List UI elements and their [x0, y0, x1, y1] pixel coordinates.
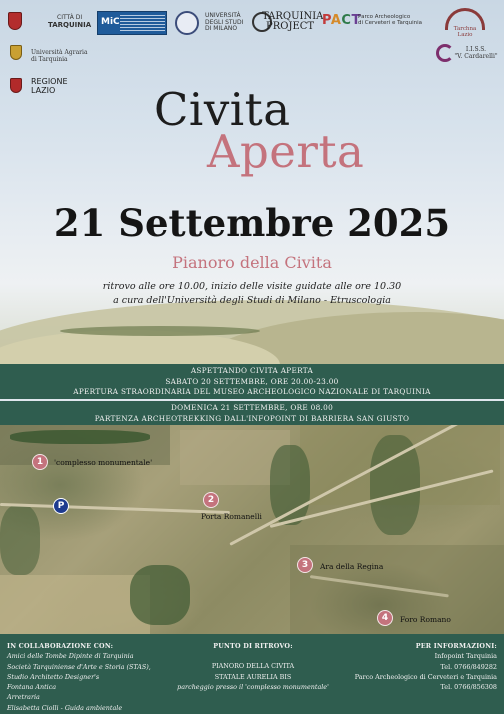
- footer-item: Amici delle Tombe Dipinte di Tarquinia: [7, 652, 134, 661]
- footer-item: STATALE AURELIA BIS: [214, 672, 292, 681]
- footer-collaborations: [7, 641, 151, 713]
- mic-logo: [97, 11, 167, 35]
- footer-item: Parco Archeologico di Cerveteri e Tarquinia: [354, 672, 497, 681]
- footer-heading: IN COLLABORAZIONE CON:: [7, 642, 114, 650]
- footer: [0, 634, 504, 714]
- map-marker-4[interactable]: 4: [377, 610, 393, 626]
- title-aperta: Aperta: [207, 125, 365, 178]
- event-info-time: ritrovo alle ore 10.00, inizio delle visite guidate alle ore 10.30: [102, 281, 402, 292]
- sunday-band: [0, 401, 504, 425]
- tree-line: [370, 435, 420, 535]
- iiss-logo: [454, 47, 498, 60]
- tree-line: [10, 430, 150, 444]
- footer-item: parcheggio presso il 'complesso monumentale': [177, 682, 329, 691]
- tree-line: [60, 326, 260, 336]
- event-info-organizer: a cura dell'Università degli Studi di Milano - Etruscologia: [113, 295, 391, 306]
- logo-letter: C: [341, 13, 352, 28]
- agraria-crest-icon: [10, 45, 22, 60]
- logo-text: Lazio: [457, 32, 473, 39]
- logo-letter: T: [351, 13, 361, 28]
- tarquinia-city-logo: [48, 15, 91, 29]
- logo-text: Università Agraria: [31, 49, 88, 56]
- logo-text: Tarchna: [453, 26, 477, 32]
- logo-text: CITTÀ DI: [57, 14, 83, 21]
- tree-line: [130, 565, 190, 625]
- map-marker-label: 'complesso monumentale': [54, 458, 153, 467]
- pact-logo: [322, 13, 361, 28]
- logo-text: DI MILANO: [205, 25, 238, 33]
- logo-text: LAZIO: [31, 85, 56, 95]
- map-marker-1[interactable]: 1: [32, 454, 48, 470]
- event-place: Pianoro della Civita: [172, 253, 332, 272]
- map-marker-3[interactable]: 3: [297, 557, 313, 573]
- logo-letter: A: [330, 13, 342, 28]
- footer-heading: PUNTO DI RITROVO:: [213, 642, 293, 650]
- logo-text: I.I.S.S.: [465, 46, 487, 53]
- unimi-logo: [205, 13, 243, 33]
- map-marker-2[interactable]: 2: [203, 492, 219, 508]
- saturday-band: [0, 364, 504, 399]
- pact-subtitle: [358, 14, 422, 26]
- iiss-arc-icon: [436, 44, 454, 62]
- tree-line: [0, 505, 40, 575]
- footer-item: Infopoint Tarquinia: [434, 652, 497, 661]
- logo-text: TARQUINIA: [262, 11, 324, 22]
- agraria-logo: [31, 50, 88, 63]
- footer-meeting-point: [168, 641, 338, 692]
- footer-item: PIANORO DELLA CIVITA: [211, 662, 295, 671]
- logo-text: DEGLI STUDI: [205, 18, 244, 26]
- band-text: PARTENZA ARCHEOTREKKING DALL'INFOPOINT DI BARRIERA SAN GIUSTO: [94, 413, 410, 423]
- tarquinia-project-logo: [262, 12, 323, 32]
- map-marker-label: Ara della Regina: [320, 562, 384, 571]
- logo-letter: P: [322, 13, 331, 28]
- tarchna-logo: [445, 26, 485, 38]
- footer-item: Società Tarquiniense d'Arte e Storia (STAS),: [7, 662, 151, 671]
- regione-crest-icon: [10, 78, 22, 93]
- logo-text: di Cerveteri e Tarquinia: [358, 20, 422, 27]
- footer-item: Fontana Antica: [7, 683, 57, 692]
- logo-text: PROJECT: [266, 21, 315, 32]
- logo-text: MiC: [101, 17, 120, 27]
- logo-text: TARQUINIA: [48, 20, 92, 29]
- footer-item: Studio Architetto Designer's: [7, 672, 100, 681]
- parking-marker[interactable]: P: [53, 498, 69, 514]
- title-civita: Civita: [154, 83, 291, 136]
- logo-text: REGIONE: [31, 77, 68, 86]
- logo-text: "V. Cardarelli": [454, 52, 498, 60]
- logo-text: Parco Archeologico: [358, 14, 411, 20]
- band-text: APERTURA STRAORDINARIA DEL MUSEO ARCHEOLOGICO NAZIONALE DI TARQUINIA: [73, 387, 431, 396]
- footer-heading: PER INFORMAZIONI:: [415, 642, 497, 650]
- footer-item: Arretraria: [7, 693, 40, 702]
- footer-info: [355, 641, 497, 692]
- logo-text: UNIVERSITÀ: [205, 12, 241, 19]
- map-marker-label: Foro Romano: [400, 615, 451, 624]
- map-marker-label: Porta Romanelli: [201, 512, 262, 521]
- regione-logo: [31, 78, 68, 96]
- tarquinia-crest-icon: [8, 12, 22, 30]
- band-text: SABATO 20 SETTEMBRE, ORE 20.00-23.00: [165, 376, 339, 386]
- footer-phone: Tel. 0766/856308: [440, 683, 497, 692]
- event-date: 21 Settembre 2025: [53, 201, 451, 245]
- footer-phone: Tel. 0766/849282: [440, 662, 497, 671]
- map-field: [0, 575, 150, 634]
- mic-lines-decoration: [120, 15, 165, 33]
- aerial-map: [0, 425, 504, 634]
- logo-text: di Tarquinia: [31, 55, 68, 63]
- unimi-seal-icon: [175, 11, 199, 35]
- band-text: ASPETTANDO CIVITA APERTA: [190, 366, 314, 375]
- footer-item: Elisabetta Ciolli - Guida ambientale: [7, 703, 123, 712]
- band-text: DOMENICA 21 SETTEMBRE, ORE 08.00: [170, 403, 334, 412]
